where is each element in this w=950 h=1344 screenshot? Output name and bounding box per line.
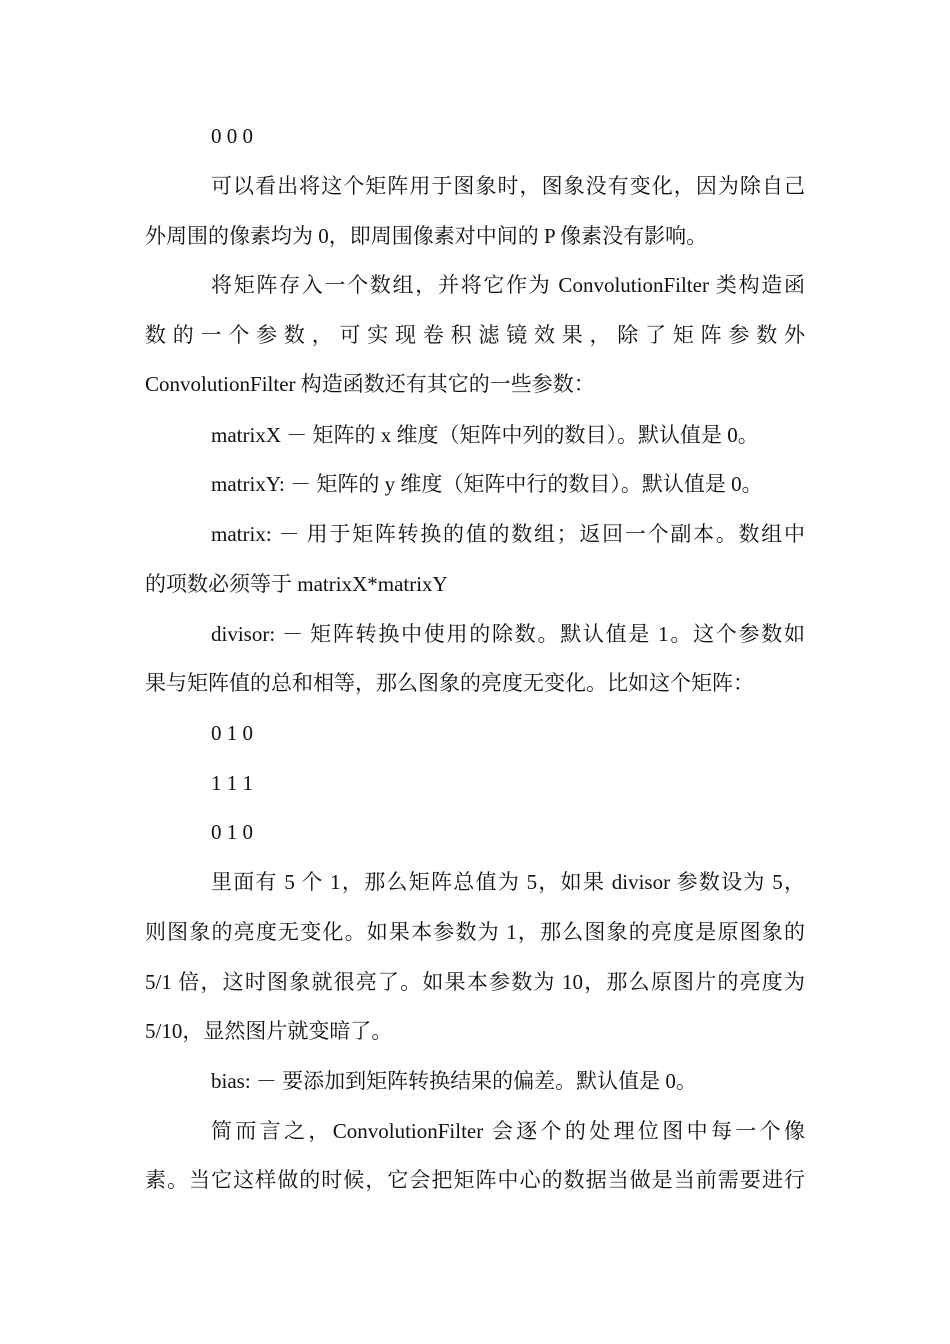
paragraph-line: 里面有 5 个 1，那么矩阵总值为 5，如果 divisor 参数设为 5， xyxy=(211,870,805,894)
paragraph-line: 5/1 倍，这时图象就很亮了。如果本参数为 10，那么原图片的亮度为 xyxy=(145,970,805,994)
parameter-line: matrixY: － 矩阵的 y 维度（矩阵中行的数目）。默认值是 0。 xyxy=(211,472,763,496)
paragraph-line: 的项数必须等于 matrixX*matrixY xyxy=(145,572,448,596)
matrix-row-text: 1 1 1 xyxy=(211,771,253,795)
matrix-row-text: 0 0 0 xyxy=(211,124,253,148)
parameter-line: matrixX － 矩阵的 x 维度（矩阵中列的数目）。默认值是 0。 xyxy=(211,423,759,447)
paragraph-line: 素。当它这样做的时候，它会把矩阵中心的数据当做是当前需要进行 xyxy=(145,1168,805,1192)
paragraph-line: ConvolutionFilter 构造函数还有其它的一些参数： xyxy=(145,372,595,396)
parameter-line: matrix: － 用于矩阵转换的值的数组；返回一个副本。数组中 xyxy=(211,522,805,546)
paragraph-line: 外周围的像素均为 0，即周围像素对中间的 P 像素没有影响。 xyxy=(145,224,708,248)
paragraph-line: 5/10，显然图片就变暗了。 xyxy=(145,1019,393,1043)
matrix-row-text: 0 1 0 xyxy=(211,820,253,844)
paragraph-line: 果与矩阵值的总和相等，那么图象的亮度无变化。比如这个矩阵： xyxy=(145,671,754,695)
paragraph-line: 则图象的亮度无变化。如果本参数为 1，那么图象的亮度是原图象的 xyxy=(145,920,805,944)
paragraph-line: 简而言之，ConvolutionFilter 会逐个的处理位图中每一个像 xyxy=(211,1119,805,1143)
matrix-row-text: 0 1 0 xyxy=(211,721,253,745)
parameter-line: bias: － 要添加到矩阵转换结果的偏差。默认值是 0。 xyxy=(211,1069,697,1093)
paragraph-line: 数 的 一 个 参 数 ， 可 实 现 卷 积 滤 镜 效 果 ， 除 了 矩 阵 参 数 外 xyxy=(145,323,805,347)
paragraph-line: 将矩阵存入一个数组，并将它作为 ConvolutionFilter 类构造函 xyxy=(211,273,805,297)
parameter-line: divisor: － 矩阵转换中使用的除数。默认值是 1。这个参数如 xyxy=(211,622,805,646)
paragraph-line: 可以看出将这个矩阵用于图象时，图象没有变化，因为除自己 xyxy=(211,174,805,198)
